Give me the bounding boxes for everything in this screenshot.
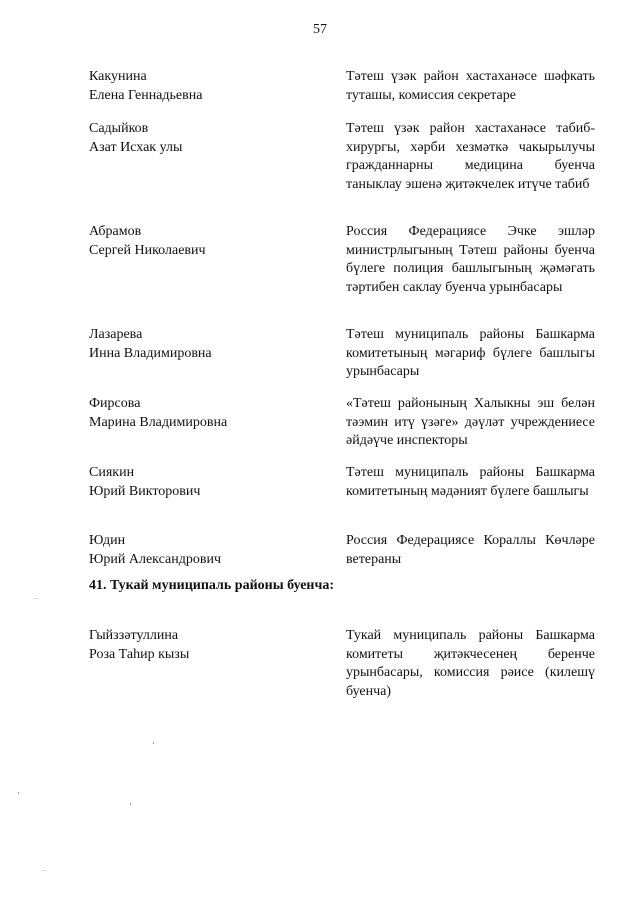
member-given-names: Азат Исхак улы	[89, 139, 183, 155]
member-role: Тукай муниципаль районы Башкарма комитеты җитәкчесенең беренче урынбасары, комиссия рәисе (килешү буенча)	[346, 628, 595, 699]
scan-speck	[43, 870, 44, 871]
member-name	[89, 464, 319, 501]
member-role: Тәтеш муниципаль районы Башкарма комитетының мәгариф бүлеге башлыгы урынбасары	[346, 327, 595, 379]
member-role: Россия Федерациясе Эчке эшләр министрлыгының Тәтеш районы буенча бүлеге полиция башлыгының җәмәгать тәртибен саклау буенча урынбасары	[346, 224, 595, 295]
member-surname: Фирсова	[89, 396, 141, 411]
member-role: Тәтеш муниципаль районы Башкарма комитетының мәдәният бүлеге башлыгы	[346, 465, 595, 499]
member-surname: Сиякин	[89, 465, 135, 480]
member-surname: Лазарева	[89, 327, 143, 342]
member-name	[89, 223, 319, 260]
member-name	[89, 532, 319, 569]
member-given-names: Инна Владимировна	[89, 345, 212, 361]
member-given-names: Юрий Александрович	[89, 551, 221, 567]
member-surname: Садыйков	[89, 121, 149, 136]
member-surname: Гыйззәтуллина	[89, 628, 179, 643]
page-number: 57	[313, 22, 327, 37]
scan-speck	[18, 792, 19, 794]
member-role: Тәтеш үзәк район хастаханәсе табиб-хирургы, хәрби хезмәткә чакырылучы гражданнарны медицина буенча таныклау эшенә җитәкчелек итүче табиб	[346, 121, 595, 192]
member-name	[89, 395, 319, 432]
section-heading: 41. Тукай муниципаль районы буенча:	[89, 578, 335, 593]
member-surname: Какунина	[89, 69, 147, 84]
member-role: «Тәтеш районының Халыкны эш белән тәэмин итү үзәге» дәүләт учреждениесе әйдәүче инспекторы	[346, 396, 595, 448]
member-surname: Абрамов	[89, 224, 142, 239]
member-role: Россия Федерациясе Кораллы Көчләре ветераны	[346, 533, 595, 567]
member-name	[89, 326, 319, 363]
member-given-names: Елена Геннадьевна	[89, 87, 203, 103]
member-given-names: Сергей Николаевич	[89, 242, 206, 258]
member-role: Тәтеш үзәк район хастаханәсе шәфкать туташы, комиссия секретаре	[346, 69, 595, 103]
scan-speck	[36, 598, 37, 599]
member-surname: Юдин	[89, 533, 126, 548]
member-given-names: Марина Владимировна	[89, 414, 228, 430]
member-given-names: Роза Таһир кызы	[89, 646, 190, 662]
scan-speck	[130, 803, 131, 805]
member-given-names: Юрий Викторович	[89, 483, 201, 499]
member-name	[89, 627, 319, 664]
member-name	[89, 68, 319, 105]
member-name	[89, 120, 319, 157]
scan-speck	[153, 742, 154, 744]
